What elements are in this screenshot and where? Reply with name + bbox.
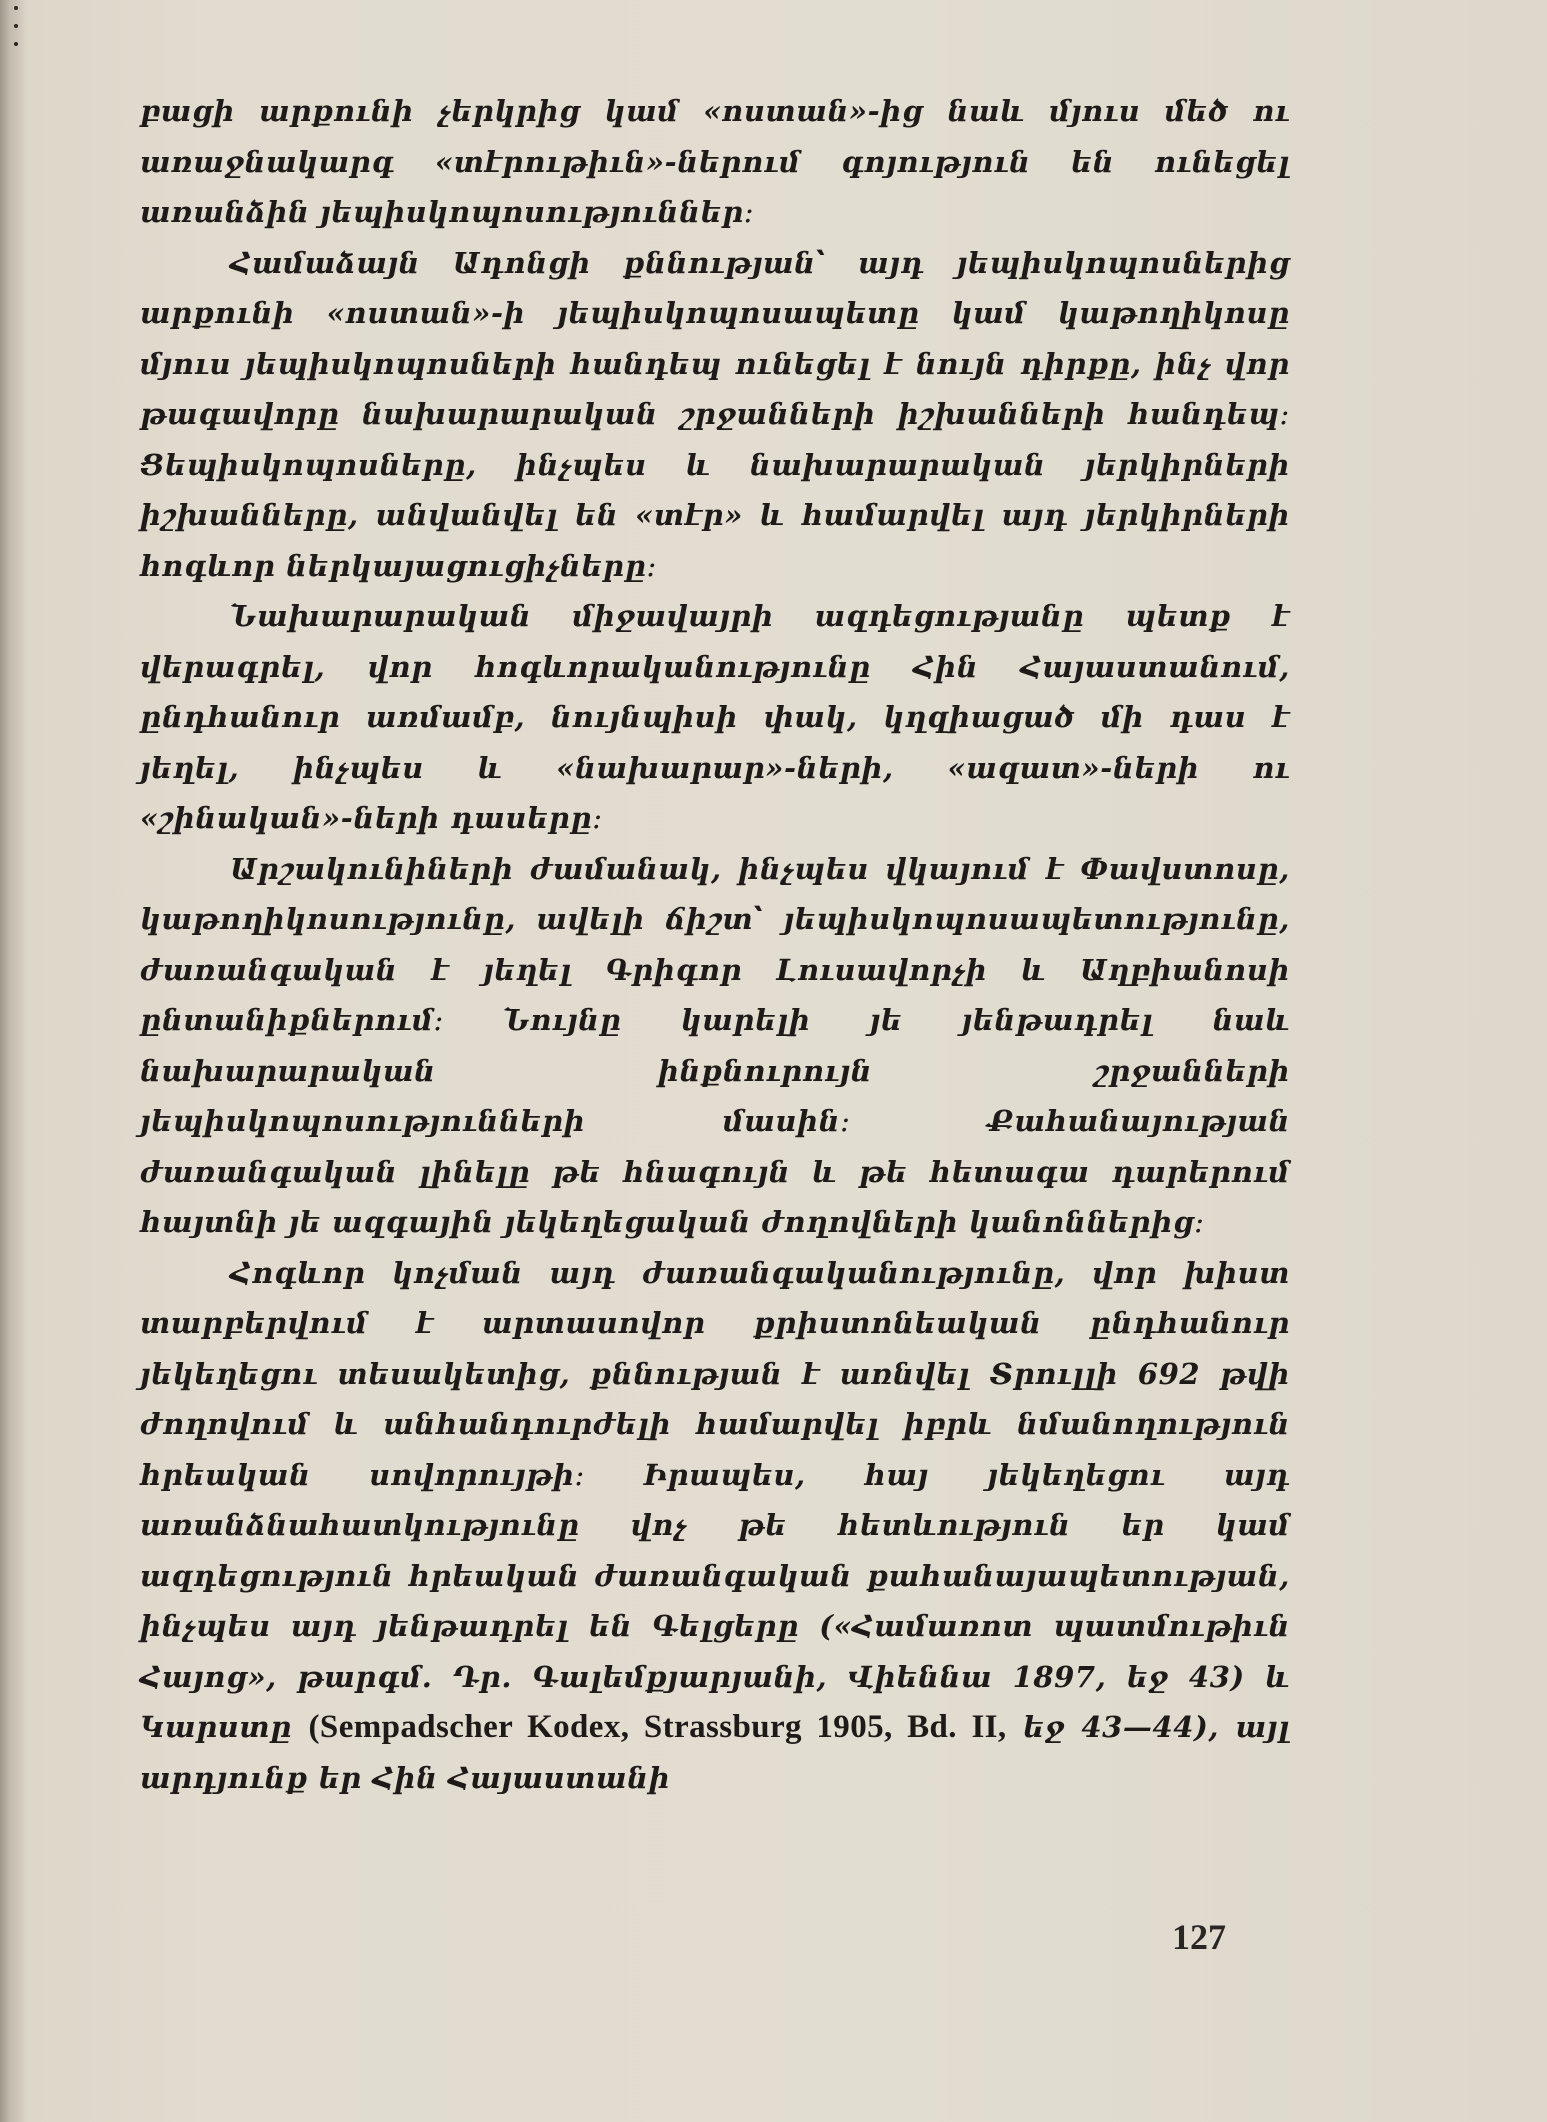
margin-dot [14,24,18,28]
paragraph: Համաձայն Ադոնցի քննության՝ այդ յեպիսկոպոսներից արքունի «ոստան»-ի յեպիսկոպոսապետը կամ կաթողիկոսը մյուս յեպիսկոպոսների հանդեպ ունեցել է նույն դիրքը, ինչ վոր թագավորը նախարարական շրջանների իշխանների հանդեպ։ Ցեպիսկոպոսները, ինչպես և նախարարական յերկիրների իշխանները, անվանվել են «տէր» և համարվել այդ յերկիրների հոգևոր ներկայացուցիչները։ [140,245,1290,583]
binding-shadow [0,0,26,2122]
page-number: 127 [1172,1917,1226,1957]
paragraph-with-citation [140,1248,1290,1804]
paragraph: Նախարարական միջավայրի ազդեցությանը պետք է վերագրել, վոր հոգևորականությունը Հին Հայաստանում, ընդհանուր առմամբ, նույնպիսի փակ, կղզիացած մի դաս է յեղել, ինչպես և «նախարար»-ների, «ազատ»-ների ու «շինական»-ների դասերը։ [140,599,1290,835]
latin-citation: (Sempadscher Kodex, Strassburg 1905, Bd. II, [308,1709,1007,1745]
closing-text: եջ 43—44), այլ արդյունք եր Հին Հայաստանի [140,1710,1290,1795]
paragraph-text: Հոգևոր կոչման այդ ժառանգականությունը, վոր խիստ տարբերվում է արտասովոր քրիստոնեական ընդհանուր յեկեղեցու տեսակետից, քննության է առնվել Տրուլլի 692 թվի ժողովում և անհանդուրժելի համարվել իբրև նմանողություն հրեական սովորույթի։ Իրապես, հայ յեկեղեցու այդ առանձնահատկությունը վոչ թե հետևություն եր կամ ազդեցություն հրեական ժառանգական քահանայապետության, ինչպես այդ յենթադրել են Գելցերը («Համառոտ պատմութիւն Հայոց», թարգմ. Դր. Գալեմքյարյանի, Վիեննա 1897, եջ 43) և Կարստը [140,1255,1290,1744]
margin-dot [14,6,18,10]
paragraph: Արշակունիների ժամանակ, ինչպես վկայում է Փավստոսը, կաթողիկոսությունը, ավելի ճիշտ՝ յեպիսկոպոսապետությունը, ժառանգական է յեղել Գրիգոր Լուսավորչի և Աղբիանոսի ընտանիքներում։ Նույնը կարելի յե յենթադրել նաև նախարարական ինքնուրույն շրջանների յեպիսկոպոսությունների մասին։ Քահանայության ժառանգական լինելը թե հնագույն և թե հետագա դարերում հայտնի յե ազգային յեկեղեցական ժողովների կանոններից։ [140,851,1290,1239]
margin-dots [14,6,19,76]
margin-dot [14,42,18,46]
body-text [140,86,1290,1803]
paragraph: բացի արքունի չերկրից կամ «ոստան»-ից նաև մյուս մեծ ու առաջնակարգ «տէրութիւն»-ներում գոյություն են ունեցել առանձին յեպիսկոպոսություններ։ [140,94,1290,229]
